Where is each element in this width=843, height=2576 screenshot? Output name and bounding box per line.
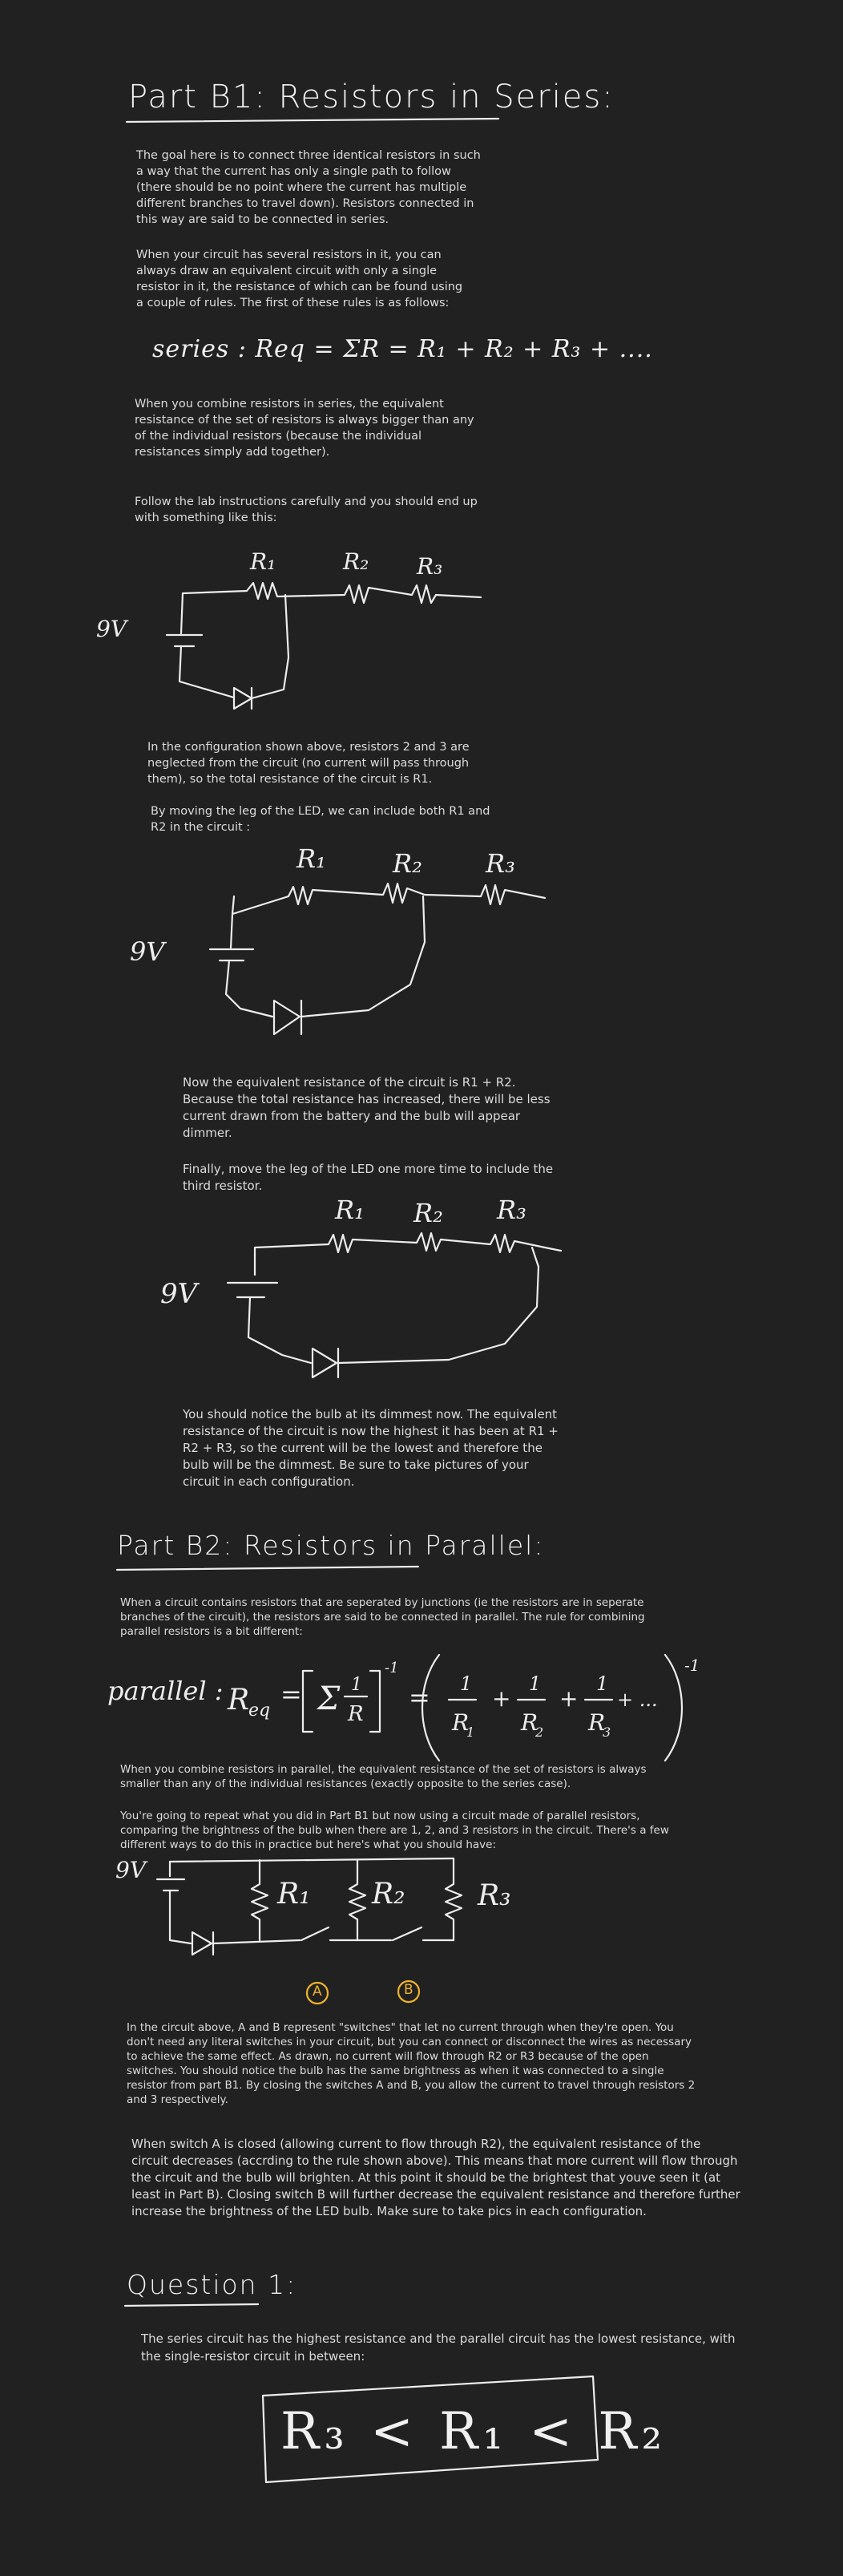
svg-text:R: R bbox=[348, 1702, 364, 1726]
b1-paragraph-1: The goal here is to connect three identical resistors in such a way that the current has only a single path to follow (there should be no point where the current has multiple different branches to travel down). Resistors connected in this way are said to be connected in series. bbox=[136, 149, 481, 226]
r3-label-3: R₃ bbox=[497, 1195, 526, 1225]
svg-text:-1: -1 bbox=[684, 1656, 700, 1675]
r2-label-2: R₂ bbox=[393, 848, 422, 879]
r1-label-2: R₁ bbox=[296, 843, 326, 874]
b2-paragraph-2: When you combine resistors in parallel, the equivalent resistance of the set of resistors is always smaller than any of the individual resistances (exactly opposite to the series case). bbox=[120, 1763, 647, 1790]
b1-paragraph-7: Now the equivalent resistance of the circuit is R1 + R2. Because the total resistance has increased, there will be less current drawn from the battery and the bulb will appear dimmer. bbox=[183, 1075, 551, 1140]
battery-label-3: 9V bbox=[160, 1278, 198, 1310]
r2-label-1: R₂ bbox=[343, 548, 369, 575]
b1-paragraph-6: By moving the leg of the LED, we can include both R1 and R2 in the circuit : bbox=[151, 805, 490, 834]
r1-label-3: R₁ bbox=[335, 1195, 365, 1225]
part-b1-title: Part B1: Resistors in Series: bbox=[128, 79, 615, 115]
r3-label-2: R₃ bbox=[486, 848, 515, 879]
boxed-answer: R₃ < R₁ < R₂ bbox=[280, 2402, 668, 2461]
r1-label-parallel: R₁ bbox=[277, 1878, 311, 1911]
battery-label-2: 9V bbox=[130, 936, 165, 967]
b1-paragraph-2: When your circuit has several resistors in it, you can always draw an equivalent circuit with only a single resistor in it, the resistance of which can be found using a couple of rules. The first of these rules is as follows: bbox=[136, 249, 463, 309]
svg-text:Σ: Σ bbox=[317, 1680, 341, 1717]
svg-text:=: = bbox=[280, 1679, 302, 1709]
b2-paragraph-4: In the circuit above, A and B represent "switches" that let no current through when they're open. You don't need any literal switches in your circuit, but you can connect or disconnect the wires as necessary to achieve the same effect. As drawn, no current will flow through R2 or R3 because of the open switches. You should notice the bulb has the same brightness as when it was connected to a single resistor from part B1. By closing the switches A and B, you allow the current to travel through resistors 2 and 3 respectively. bbox=[127, 2021, 696, 2106]
r3-label-1: R₃ bbox=[417, 553, 443, 580]
b1-paragraph-8: Finally, move the leg of the LED one more time to include the third resistor. bbox=[183, 1162, 554, 1193]
svg-text:1: 1 bbox=[596, 1672, 609, 1695]
b2-paragraph-5: When switch A is closed (allowing current to flow through R2), the equivalent resistance of the circuit decreases (accrding to the rule shown above). This means that more current will flow through the circuit and the bulb will brighten. At this point it should be the brightest that youve seen it (at least in Part B). Closing switch B will further decrease the equivalent resistance and therefore further increase the brightness of the LED bulb. Make sure to take pics in each configuration. bbox=[131, 2137, 740, 2218]
b1-paragraph-4: Follow the lab instructions carefully and you should end up with something like this: bbox=[135, 495, 478, 524]
svg-text:1: 1 bbox=[351, 1675, 362, 1695]
r3-label-parallel: R₃ bbox=[478, 1879, 511, 1912]
battery-label-parallel: 9V bbox=[115, 1857, 147, 1883]
question-1-title: Question 1: bbox=[127, 2269, 297, 2300]
b1-paragraph-5: In the configuration shown above, resistors 2 and 3 are neglected from the circuit (no current will pass through them), so the total resistance of the circuit is R1. bbox=[147, 741, 470, 786]
battery-label-1: 9V bbox=[96, 616, 127, 642]
parallel-formula-label: parallel : bbox=[107, 1676, 224, 1706]
svg-text:+: + bbox=[492, 1685, 511, 1712]
svg-text:2: 2 bbox=[535, 1725, 544, 1740]
switch-a-label: A bbox=[313, 1984, 322, 2000]
b2-paragraph-1: When a circuit contains resistors that are seperated by junctions (ie the resistors are in seperate branches of the circuit), the resistors are said to be connected in parallel. The rule for combining parallel resistors is a bit different: bbox=[120, 1596, 645, 1638]
switch-b-label: B bbox=[404, 1982, 413, 1998]
svg-text:R: R bbox=[521, 1709, 538, 1736]
svg-text:+ ...: + ... bbox=[617, 1688, 658, 1711]
svg-text:1: 1 bbox=[529, 1672, 542, 1695]
question-1-answer-text: The series circuit has the highest resistance and the parallel circuit has the lowest resistance, with the single-resistor circuit in between: bbox=[141, 2331, 736, 2364]
svg-text:3: 3 bbox=[603, 1725, 611, 1740]
svg-text:+: + bbox=[559, 1685, 579, 1712]
r1-label-1: R₁ bbox=[250, 548, 276, 575]
svg-text:-1: -1 bbox=[385, 1660, 399, 1676]
svg-text:1: 1 bbox=[460, 1672, 473, 1695]
svg-text:eq: eq bbox=[248, 1700, 271, 1721]
b1-paragraph-3: When you combine resistors in series, the equivalent resistance of the set of resistors is always bigger than any of the individual resistors (because the individual resistances simply add together). bbox=[135, 398, 474, 459]
r2-label-parallel: R₂ bbox=[372, 1878, 405, 1911]
r2-label-3: R₂ bbox=[413, 1198, 443, 1228]
series-formula: series : Req = ΣR = R₁ + R₂ + R₃ + .... bbox=[152, 335, 653, 363]
svg-text:R: R bbox=[588, 1709, 606, 1736]
part-b2-title: Part B2: Resistors in Parallel: bbox=[117, 1530, 545, 1561]
svg-text:R: R bbox=[228, 1684, 250, 1717]
b1-paragraph-9: You should notice the bulb at its dimmest now. The equivalent resistance of the circuit is now the highest it has been at R1 + R2 + R3, so the current will be the lowest and therefore the bulb will be the dimmest. Be sure to take pictures of your circuit in each configuration. bbox=[183, 1407, 559, 1489]
svg-text:R: R bbox=[452, 1709, 470, 1736]
svg-text:=: = bbox=[409, 1682, 430, 1713]
b2-paragraph-3: You're going to repeat what you did in Part B1 but now using a circuit made of parallel resistors, comparing the brightness of the bulb when there are 1, 2, and 3 resistors in the circuit. There's a few different ways to do this in practice but here's what you should have: bbox=[120, 1810, 669, 1851]
svg-text:1: 1 bbox=[466, 1725, 475, 1740]
